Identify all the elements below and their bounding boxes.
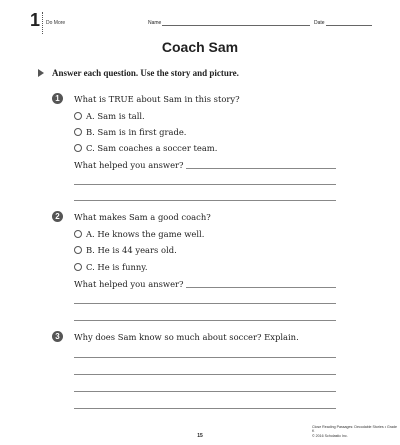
radio-circle-icon[interactable]	[74, 230, 82, 238]
question-1-text: What is TRUE about Sam in this story?	[74, 94, 240, 104]
answer-line[interactable]	[74, 303, 336, 304]
question-number-2: 2	[52, 211, 63, 222]
helped-label-1: What helped you answer?	[74, 160, 184, 170]
answer-line[interactable]	[74, 184, 336, 185]
radio-circle-icon[interactable]	[74, 246, 82, 254]
answer-line[interactable]	[74, 320, 336, 321]
option-1b[interactable]	[74, 127, 186, 137]
name-field[interactable]	[162, 25, 310, 26]
option-label: A. Sam is tall.	[86, 111, 145, 121]
answer-line[interactable]	[74, 408, 336, 409]
helped-label-2: What helped you answer?	[74, 279, 184, 289]
question-number-1: 1	[52, 93, 63, 104]
option-label: C. Sam coaches a soccer team.	[86, 143, 218, 153]
copyright-credit	[312, 425, 400, 438]
arrow-icon	[38, 69, 44, 77]
option-label: A. He knows the game well.	[86, 229, 205, 239]
option-1c[interactable]	[74, 143, 217, 153]
name-label: Name	[148, 20, 162, 26]
radio-circle-icon[interactable]	[74, 144, 82, 152]
question-2-text: What makes Sam a good coach?	[74, 212, 211, 222]
section-label: Do More	[46, 20, 66, 26]
radio-circle-icon[interactable]	[74, 128, 82, 136]
option-2a[interactable]	[74, 229, 204, 239]
unit-number: 1	[30, 10, 41, 30]
radio-circle-icon[interactable]	[74, 263, 82, 271]
question-number-3: 3	[52, 331, 63, 342]
option-label: C. He is funny.	[86, 262, 148, 272]
page-number: 15	[197, 433, 203, 439]
option-label: B. Sam is in first grade.	[86, 127, 187, 137]
worksheet-header	[30, 12, 370, 30]
answer-line[interactable]	[74, 200, 336, 201]
question-3-text: Why does Sam know so much about soccer? Explain.	[74, 332, 299, 342]
credit-line: © 2016 Scholastic Inc.	[312, 433, 348, 438]
answer-line[interactable]	[74, 357, 336, 358]
option-1a[interactable]	[74, 111, 145, 121]
instructions: Answer each question. Use the story and picture.	[52, 68, 239, 78]
credit-line: Close Reading Passages: Decodable Stories • Grade K	[312, 425, 397, 434]
answer-line[interactable]	[74, 374, 336, 375]
answer-line[interactable]	[186, 168, 336, 169]
header-divider	[42, 12, 43, 34]
answer-line[interactable]	[186, 287, 336, 288]
answer-line[interactable]	[74, 391, 336, 392]
page-title: Coach Sam	[161, 39, 239, 55]
option-2b[interactable]	[74, 245, 177, 255]
date-field[interactable]	[326, 25, 372, 26]
date-label: Date	[314, 20, 325, 26]
option-2c[interactable]	[74, 262, 148, 272]
radio-circle-icon[interactable]	[74, 112, 82, 120]
option-label: B. He is 44 years old.	[86, 245, 177, 255]
